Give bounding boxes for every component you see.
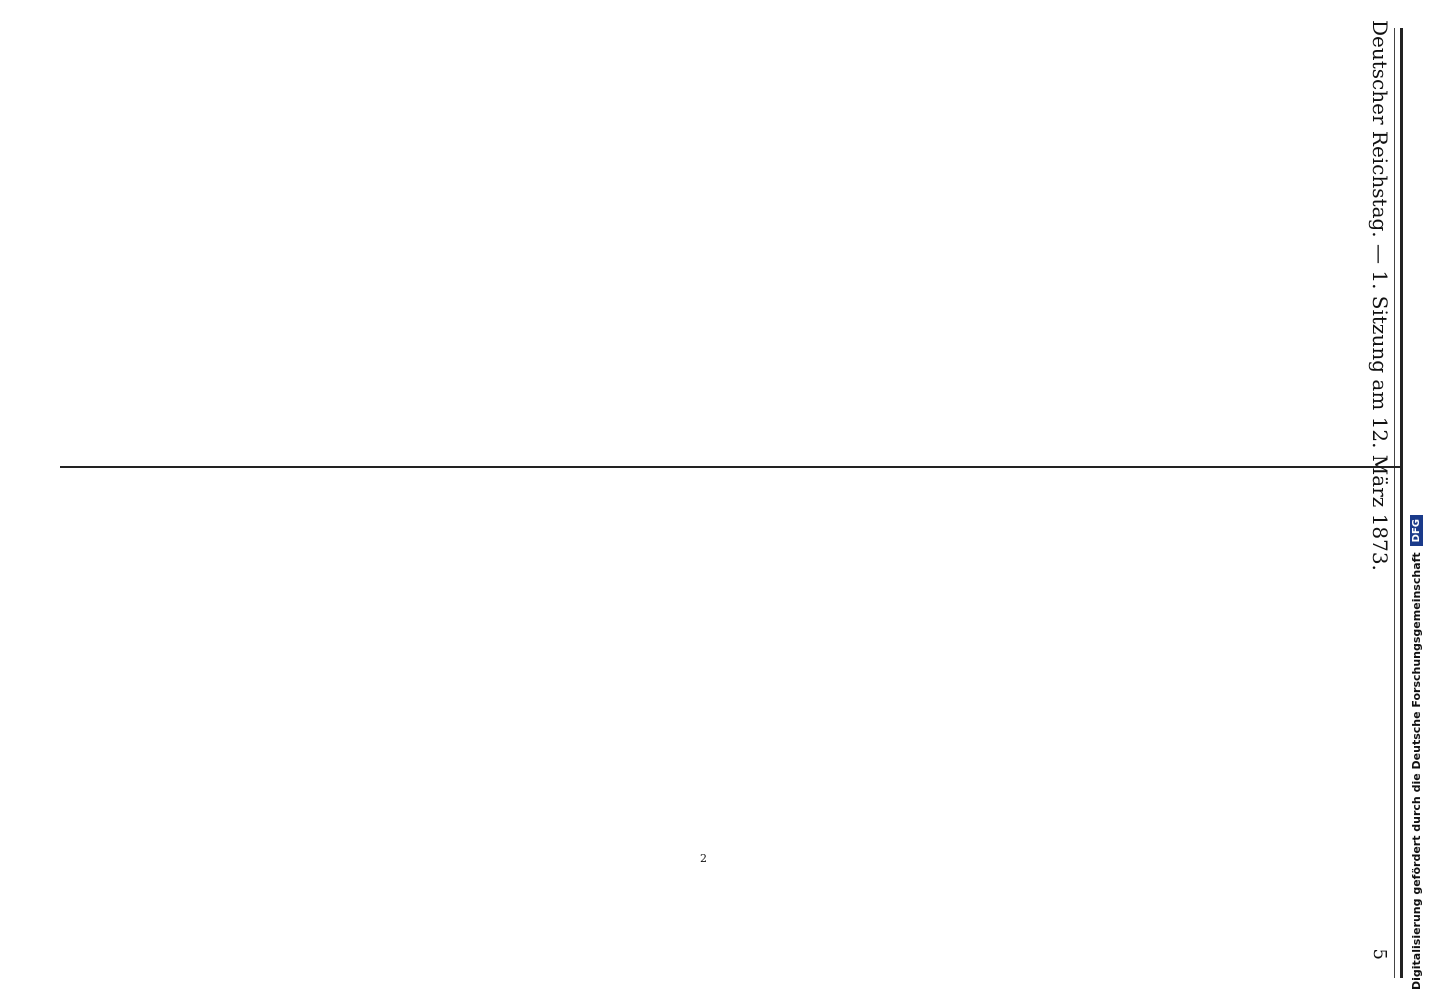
- digitization-credit: [1404, 518, 1428, 990]
- header-rule: [1400, 28, 1403, 978]
- dfg-logo: DFG: [1410, 515, 1423, 546]
- running-header: [1360, 20, 1400, 960]
- page-mark: 2: [700, 852, 707, 865]
- credit-text: Digitalisierung gefördert durch die Deutsche Forschungsgemeinschaft: [1409, 552, 1423, 990]
- header-title: Deutscher Reichstag. — 1. Sitzung am 12. März 1873.: [1368, 20, 1392, 571]
- page-number: 5: [1369, 948, 1391, 960]
- column-divider: [60, 466, 1400, 468]
